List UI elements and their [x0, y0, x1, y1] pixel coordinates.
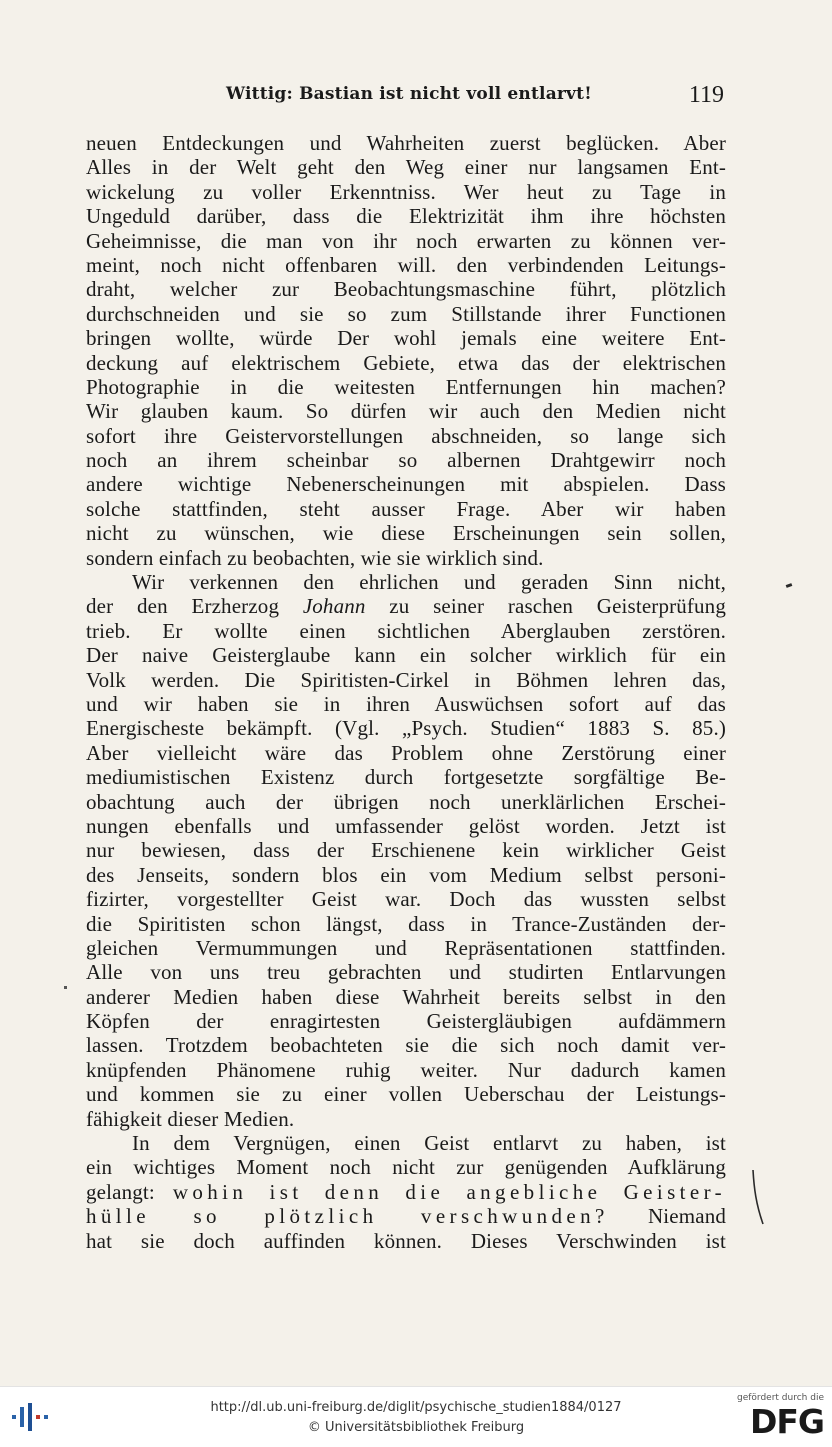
text-line: andere wichtige Nebenerscheinungen mit abspielen. Dass: [86, 472, 726, 497]
text-line: und kommen sie zu einer vollen Ueberschau der Leistungs-: [86, 1082, 726, 1107]
text-line: Alle von uns treu gebrachten und studirten Entlarvungen: [86, 960, 726, 985]
text-span: gelangt:: [86, 1179, 173, 1204]
text-line: nur bewiesen, dass der Erschienene kein wirklicher Geist: [86, 838, 726, 863]
text-line: gleichen Vermummungen und Repräsentationen stattfinden.: [86, 935, 726, 960]
margin-pencil-mark: [748, 1168, 768, 1226]
running-head: [86, 84, 726, 114]
text-line: des Jenseits, sondern blos ein vom Medium selbst personi-: [86, 862, 726, 887]
text-line: ein wichtiges Moment noch nicht zur genügenden Aufklärung: [86, 1155, 726, 1180]
copyright-notice: © Universitätsbibliothek Freiburg: [307, 1420, 525, 1435]
text-line: fizirter, vorgestellter Geist war. Doch das wussten selbst: [86, 887, 726, 912]
text-line: knüpfenden Phänomene ruhig weiter. Nur dadurch kamen: [86, 1057, 726, 1082]
text-line: mediumistischen Existenz durch fortgesetzte sorgfältige Be-: [86, 765, 726, 790]
text-line: Köpfen der enragirtesten Geistergläubigen aufdämmern: [86, 1009, 726, 1034]
text-line: und wir haben sie in ihren Auswüchsen sofort auf das: [86, 691, 726, 716]
text-line: noch an ihrem scheinbar so albernen Drahtgewirr noch: [86, 448, 726, 473]
text-line: Der naive Geisterglaube kann ein solcher wirklich für ein: [86, 643, 726, 668]
text-line: deckung auf elektrischem Gebiete, etwa das der elektrischen: [86, 350, 726, 375]
dfg-badge[interactable]: [732, 1393, 824, 1443]
text-line: durchschneiden und sie so zum Stillstande ihrer Functionen: [86, 301, 726, 326]
text-line: obachtung auch der übrigen noch unerklärlichen Erschei-: [86, 789, 726, 814]
margin-mark: [786, 583, 793, 588]
text-line: fähigkeit dieser Medien.: [86, 1106, 295, 1131]
text-line: Aber vielleicht wäre das Problem ohne Zerstörung einer: [86, 740, 726, 765]
text-line: wickelung zu voller Erkenntniss. Wer heut zu Tage in: [86, 179, 726, 204]
body-text: [86, 131, 726, 1253]
text-line: lassen. Trotzdem beobachteten sie die sich noch damit ver-: [86, 1033, 726, 1058]
text-line: die Spiritisten schon längst, dass in Trance-Zuständen der-: [86, 911, 726, 936]
text-line: sondern einfach zu beobachten, wie sie wirklich sind.: [86, 545, 544, 570]
text-line-with-italic: [86, 594, 726, 618]
text-line: nicht zu wünschen, wie diese Erscheinungen sein sollen,: [86, 521, 726, 546]
text-line: Energischeste bekämpft. (Vgl. „Psych. Studien“ 1883 S. 85.): [86, 716, 726, 741]
text-line: hat sie doch auffinden können. Dieses Verschwinden ist: [86, 1228, 726, 1253]
text-line: trieb. Er wollte einen sichtlichen Aberglauben zerstören.: [86, 618, 726, 643]
page-number: 119: [688, 82, 724, 108]
text-line: Ungeduld darüber, dass die Elektrizität ihm ihre höchsten: [86, 204, 726, 229]
viewer-footer: [0, 1386, 832, 1447]
text-line: draht, welcher zur Beobachtungsmaschine führt, plötzlich: [86, 277, 726, 302]
paragraph-start-line: Wir verkennen den ehrlichen und geraden Sinn nicht,: [132, 570, 726, 595]
paragraph-start-line: In dem Vergnügen, einen Geist entlarvt zu haben, ist: [132, 1131, 726, 1156]
text-line: sofort ihre Geistervorstellungen abschneiden, so lange sich: [86, 423, 726, 448]
text-span: Niemand: [608, 1204, 726, 1229]
text-line: anderer Medien haben diese Wahrheit bereits selbst in den: [86, 984, 726, 1009]
text-line: Wir glauben kaum. So dürfen wir auch den Medien nicht: [86, 399, 726, 424]
letterspaced-emphasis: hülle so plötzlich verschwunden?: [86, 1204, 609, 1229]
margin-mark: [64, 986, 67, 989]
text-line: solche stattfinden, steht ausser Frage. Aber wir haben: [86, 496, 726, 521]
source-url-link[interactable]: http://dl.ub.uni-freiburg.de/diglit/psychische_studien1884/0127: [210, 1400, 622, 1415]
text-line: Alles in der Welt geht den Weg einer nur langsamen Ent-: [86, 155, 726, 180]
text-line-spaced: [86, 1180, 726, 1204]
running-title: Wittig: Bastian ist nicht voll entlarvt!: [226, 84, 592, 104]
text-line: nungen ebenfalls und umfassender gelöst worden. Jetzt ist: [86, 813, 726, 838]
italic-name: Johann: [302, 594, 366, 619]
text-line: Geheimnisse, die man von ihr noch erwarten zu können ver-: [86, 228, 726, 253]
text-line: Photographie in die weitesten Entfernungen hin machen?: [86, 374, 726, 399]
letterspaced-emphasis: wohin ist denn die angebliche Geister-: [172, 1179, 727, 1204]
text-line: neuen Entdeckungen und Wahrheiten zuerst beglücken. Aber: [86, 131, 726, 155]
text-span: der den Erzherzog: [86, 594, 303, 619]
text-line: bringen wollte, würde Der wohl jemals eine weitere Ent-: [86, 326, 726, 351]
text-line: Volk werden. Die Spiritisten-Cirkel in Böhmen lehren das,: [86, 667, 726, 692]
dfg-logo: DFG: [749, 1402, 824, 1441]
dfg-caption: gefördert durch die: [737, 1393, 824, 1403]
text-line: meint, noch nicht offenbaren will. den verbindenden Leitungs-: [86, 252, 726, 277]
text-line-spaced: [86, 1204, 726, 1228]
text-span: zu seiner raschen Geisterprüfung: [365, 594, 726, 619]
